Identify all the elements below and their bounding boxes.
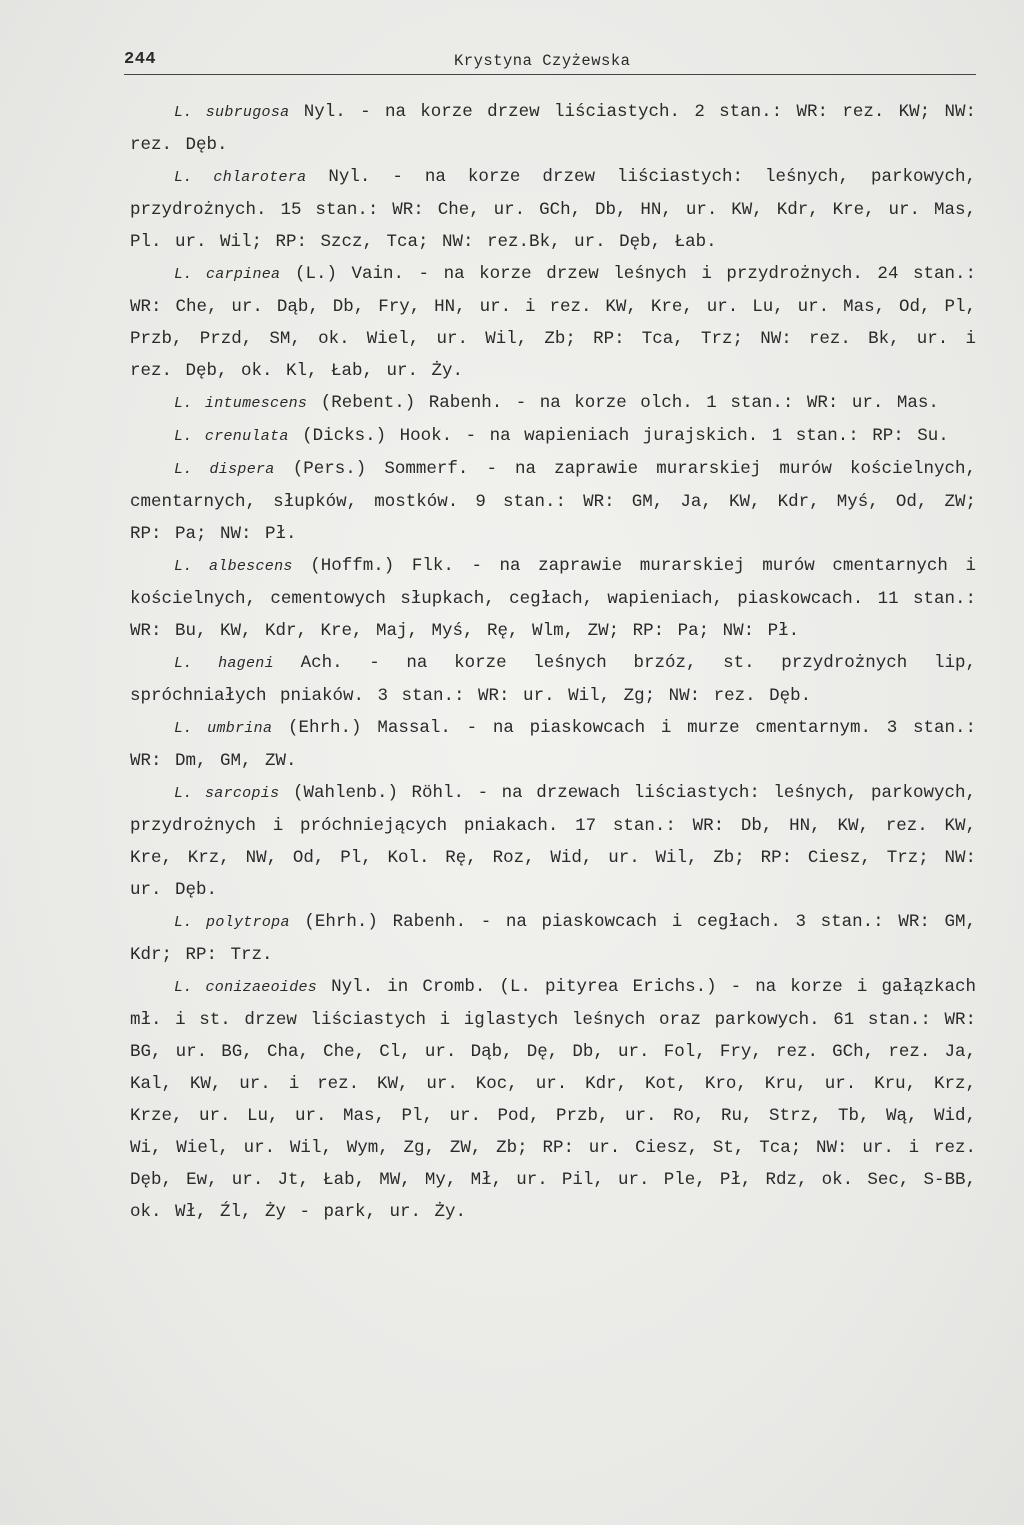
taxon-name: L. subrugosa xyxy=(174,104,290,121)
running-head-author: Krystyna Czyżewska xyxy=(454,52,631,70)
page-number: 244 xyxy=(124,50,157,69)
entry-text: Ach. - na korze leśnych brzóz, st. przydrożnych lip, spróchniałych pniaków. 3 stan.: WR: ur. Wil, Zg; NW: rez. Dęb. xyxy=(130,653,976,706)
page-header xyxy=(124,50,976,74)
taxon-name: L. polytropa xyxy=(174,914,290,931)
taxon-name: L. chlarotera xyxy=(174,169,307,186)
taxon-name: L. intumescens xyxy=(174,395,308,412)
species-entry xyxy=(130,712,976,777)
entry-text: (Ehrh.) Rabenh. - na piaskowcach i cegłach. 3 stan.: WR: GM, Kdr; RP: Trz. xyxy=(130,912,976,965)
species-entry xyxy=(130,971,976,1228)
species-entry xyxy=(130,96,976,161)
taxon-name: L. albescens xyxy=(174,558,293,575)
species-entry xyxy=(130,906,976,971)
species-entry xyxy=(130,420,976,453)
species-entry xyxy=(130,161,976,258)
taxon-name: L. dispera xyxy=(174,461,275,478)
entry-text: (Wahlenb.) Röhl. - na drzewach liściastych: leśnych, parkowych, przydrożnych i próchniejących pniakach. 17 stan.: WR: Db, HN, KW, rez. KW, Kre, Krz, NW, Od, Pl, Kol. Rę, Roz, Wid, ur. Wil, Zb; RP: Ciesz, Trz; NW: ur. Dęb. xyxy=(130,783,976,900)
species-entry xyxy=(130,387,976,420)
taxon-name: L. hageni xyxy=(174,655,274,672)
taxon-name: L. carpinea xyxy=(174,266,281,283)
species-entry xyxy=(130,777,976,906)
entry-text: (L.) Vain. - na korze drzew leśnych i przydrożnych. 24 stan.: WR: Che, ur. Dąb, Db, Fry, HN, ur. i rez. KW, Kre, ur. Lu, ur. Mas, Od, Pl, Przb, Przd, SM, ok. Wiel, ur. Wil, Zb; RP: Tca, Trz; NW: rez. Bk, ur. i rez. Dęb, ok. Kl, Łab, ur. Ży. xyxy=(130,264,976,381)
species-entry xyxy=(130,647,976,712)
species-entry xyxy=(130,258,976,387)
header-rule xyxy=(124,74,976,75)
entry-text: (Pers.) Sommerf. - na zaprawie murarskiej murów kościelnych, cmentarnych, słupków, mostków. 9 stan.: WR: GM, Ja, KW, Kdr, Myś, Od, ZW; RP: Pa; NW: Pł. xyxy=(130,459,977,544)
taxon-name: L. crenulata xyxy=(174,428,289,445)
taxon-name: L. umbrina xyxy=(174,720,273,737)
entry-text: Nyl. in Cromb. (L. pityrea Erichs.) - na korze i gałązkach mł. i st. drzew liściastych i iglastych leśnych oraz parkowych. 61 stan.: WR: BG, ur. BG, Cha, Che, Cl, ur. Dąb, Dę, Db, ur. Fol, Fry, rez. GCh, rez. Ja, Kal, KW, ur. i rez. KW, ur. Koc, ur. Kdr, Kot, Kro, Kru, ur. Kru, Krz, Krze, ur. Lu, ur. Mas, Pl, ur. Pod, Przb, ur. Ro, Ru, Strz, Tb, Wą, Wid, Wi, Wiel, ur. Wil, Wym, Zg, ZW, Zb; RP: ur. Ciesz, St, Tca; NW: ur. i rez. Dęb, Ew, ur. Jt, Łab, MW, My, Mł, ur. Pil, ur. Ple, Pł, Rdz, ok. Sec, S-BB, ok. Wł, Źl, Ży - park, ur. Ży. xyxy=(130,977,976,1222)
entry-text: (Hoffm.) Flk. - na zaprawie murarskiej murów cmentarnych i kościelnych, cementowych słupkach, cegłach, wapieniach, piaskowcach. 11 stan.: WR: Bu, KW, Kdr, Kre, Maj, Myś, Rę, Wlm, ZW; RP: Pa; NW: Pł. xyxy=(130,556,976,641)
entry-text: (Ehrh.) Massal. - na piaskowcach i murze cmentarnym. 3 stan.: WR: Dm, GM, ZW. xyxy=(130,718,976,771)
species-entry xyxy=(130,550,976,647)
entry-text: (Rebent.) Rabenh. - na korze olch. 1 stan.: WR: ur. Mas. xyxy=(320,393,939,413)
taxon-name: L. sarcopis xyxy=(174,785,280,802)
taxon-name: L. conizaeoides xyxy=(174,979,318,996)
body-text xyxy=(130,96,976,1228)
entry-text: (Dicks.) Hook. - na wapieniach jurajskich. 1 stan.: RP: Su. xyxy=(302,426,949,446)
entry-text: Nyl. - na korze drzew liściastych: leśnych, parkowych, przydrożnych. 15 stan.: WR: Che, ur. GCh, Db, HN, ur. KW, Kdr, Kre, ur. Mas, Pl. ur. Wil; RP: Szcz, Tca; NW: rez.Bk, ur. Dęb, Łab. xyxy=(130,167,976,252)
entry-text: Nyl. - na korze drzew liściastych. 2 stan.: WR: rez. KW; NW: rez. Dęb. xyxy=(130,102,976,155)
species-entry xyxy=(130,453,976,550)
